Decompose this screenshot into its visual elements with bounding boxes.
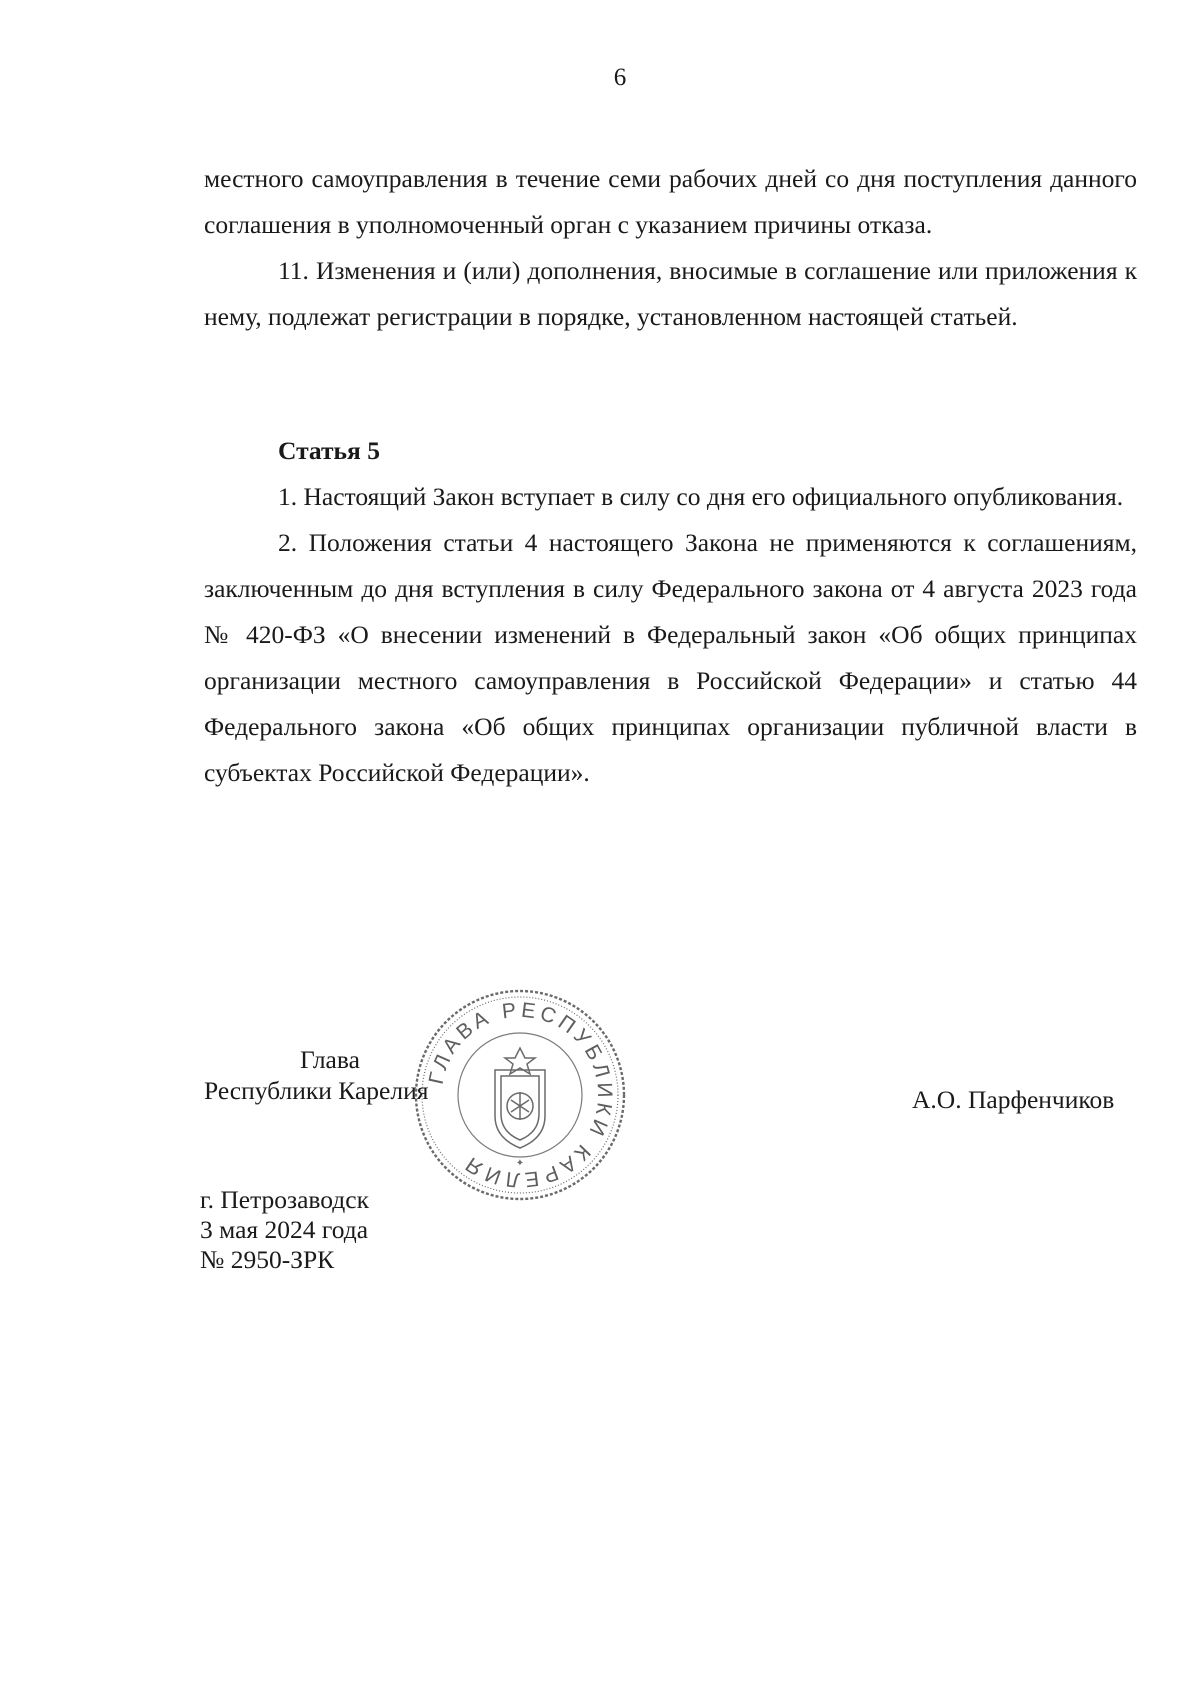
paragraph-article5-item-1: 1. Настоящий Закон вступает в силу со дня его официального опубликования. [278, 482, 1124, 511]
page-number: 6 [613, 64, 627, 91]
signature-title-line1: Глава [300, 1045, 360, 1074]
paragraph-continuation: местного самоуправления в течение семи рабочих дней со дня поступления данного соглашения в уполномоченный орган с указанием причины отказа. [204, 164, 1137, 239]
paragraph-article5-item-2: 2. Положения статьи 4 настоящего Закона не применяются к соглашениям, заключенным до дня вступления в силу Федерального закона от 4 августа 2023 года № 420-ФЗ «О внесении изменений в Федеральный закон «Об общих принципах организации местного самоуправления в Российской Федерации» и статью 44 Федерального закона «Об общих принципах организации публичной власти в субъектах Российской Федерации». [204, 528, 1137, 787]
article-heading: Статья 5 [278, 436, 380, 465]
coat-of-arms-icon [495, 1048, 545, 1148]
article-5-section [204, 428, 1137, 796]
signatory-name: А.О. Парфенчиков [912, 1085, 1115, 1114]
place-of-signing: г. Петрозаводск [200, 1185, 369, 1214]
signing-date: 3 мая 2024 года [200, 1215, 369, 1244]
official-seal-stamp [413, 988, 627, 1202]
law-number: № 2950-ЗРК [200, 1245, 335, 1274]
paragraph-item-11: 11. Изменения и (или) дополнения, вносимые в соглашение или приложения к нему, подлежат регистрации в порядке, установленном настоящей статьей. [204, 256, 1137, 331]
signature-title-line2: Республики Карелия [204, 1076, 429, 1105]
document-body [204, 156, 1137, 340]
svg-text:✦: ✦ [515, 1158, 525, 1169]
seal-text: ГЛАВА РЕСПУБЛИКИ КАРЕЛИЯ [424, 998, 617, 1192]
